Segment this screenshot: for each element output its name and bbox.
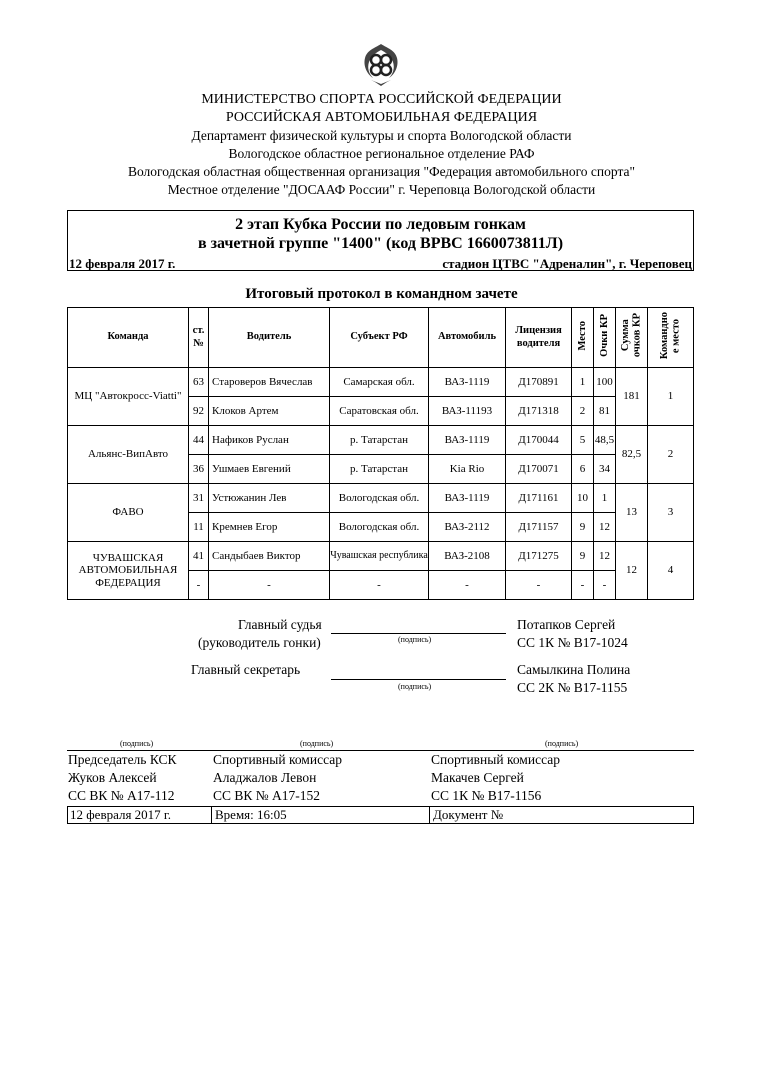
start-number: 11 <box>189 513 209 542</box>
header-number <box>189 308 209 368</box>
header-place <box>572 308 594 368</box>
place: 1 <box>572 368 594 397</box>
team-place: 1 <box>648 368 694 426</box>
region: Вологодская обл. <box>330 484 429 513</box>
car: ВАЗ-2108 <box>429 542 506 571</box>
points: - <box>594 571 616 600</box>
place: 9 <box>572 542 594 571</box>
chief-secretary-label: Главный секретарь <box>191 662 301 677</box>
event-title: 2 этап Кубка России по ледовым гонкам <box>235 216 526 233</box>
header-driver: Водитель <box>209 308 330 368</box>
commissar2-name: Макачев Сергей <box>431 770 524 785</box>
commissar1-role: Спортивный комиссар <box>213 752 342 767</box>
chief-judge-label: Главный судья <box>238 617 322 632</box>
chief-judge-signature-line <box>331 633 506 634</box>
regional-branch-title: Вологодское областное региональное отделение РАФ <box>228 146 535 161</box>
driver-name: - <box>209 571 330 600</box>
car: ВАЗ-11193 <box>429 397 506 426</box>
header-points-text: Очки КР <box>598 314 610 357</box>
document-footer <box>67 806 694 824</box>
raf-emblem-icon <box>357 40 405 88</box>
ksk-chair-license: СС ВК № А17-112 <box>68 788 175 803</box>
sum-points: 13 <box>616 484 648 542</box>
region: - <box>330 571 429 600</box>
points: 12 <box>594 513 616 542</box>
footer-date: 12 февраля 2017 г. <box>70 807 172 822</box>
points: 12 <box>594 542 616 571</box>
car: ВАЗ-1119 <box>429 368 506 397</box>
license: - <box>506 571 572 600</box>
ksk-chair-signature-caption: (подпись) <box>120 739 154 748</box>
regional-organization-title: Вологодская областная общественная организация "Федерация автомобильного спорта" <box>127 164 636 179</box>
license: Д171157 <box>506 513 572 542</box>
ministry-title: МИНИСТЕРСТВО СПОРТА РОССИЙСКОЙ ФЕДЕРАЦИИ <box>201 92 562 107</box>
points: 34 <box>594 455 616 484</box>
footer-document-number: Документ № <box>433 807 504 822</box>
local-branch-title: Местное отделение "ДОСААФ России" г. Череповца Вологодской области <box>167 182 596 197</box>
start-number: 63 <box>189 368 209 397</box>
commissar1-license: СС ВК № А17-152 <box>213 788 321 803</box>
license: Д171161 <box>506 484 572 513</box>
header-sum-line1: Сумма <box>619 319 631 352</box>
header-license-line2: водителя <box>516 337 561 349</box>
sum-points: 12 <box>616 542 648 600</box>
header-region: Субъект РФ <box>330 308 429 368</box>
region: Вологодская обл. <box>330 513 429 542</box>
bottom-signatures-line <box>67 750 694 751</box>
place: 5 <box>572 426 594 455</box>
sum-points: 181 <box>616 368 648 426</box>
chief-secretary-signature-line <box>331 679 506 680</box>
table-row <box>68 542 694 571</box>
car: Kia Rio <box>429 455 506 484</box>
team-place: 4 <box>648 542 694 600</box>
footer-divider <box>211 807 212 823</box>
header-license-line1: Лицензия <box>515 325 562 337</box>
table-row <box>68 484 694 513</box>
driver-name: Кремнев Егор <box>209 513 330 542</box>
header-team: Команда <box>68 308 189 368</box>
event-subtitle: в зачетной группе "1400" (код ВРВС 1660073811Л) <box>197 235 564 252</box>
commissar1-signature-caption: (подпись) <box>300 739 334 748</box>
region: Чувашская республика <box>330 542 429 571</box>
header-points <box>594 308 616 368</box>
department-title: Департамент физической культуры и спорта Вологодской области <box>191 128 572 143</box>
team-name: ЧУВАШСКАЯ АВТОМОБИЛЬНАЯ ФЕДЕРАЦИЯ <box>68 542 189 600</box>
team-name: Альянс-ВипАвто <box>68 426 189 484</box>
license: Д170044 <box>506 426 572 455</box>
ksk-chair-role: Председатель КСК <box>68 752 177 767</box>
header-number-line1: ст. <box>192 325 205 337</box>
header-license <box>506 308 572 368</box>
team-place: 2 <box>648 426 694 484</box>
region: р. Татарстан <box>330 455 429 484</box>
driver-name: Клоков Артем <box>209 397 330 426</box>
table-row <box>68 426 694 455</box>
start-number: 44 <box>189 426 209 455</box>
car: ВАЗ-1119 <box>429 426 506 455</box>
start-number: 92 <box>189 397 209 426</box>
start-number: - <box>189 571 209 600</box>
ksk-chair-name: Жуков Алексей <box>68 770 157 785</box>
place: 9 <box>572 513 594 542</box>
license: Д170071 <box>506 455 572 484</box>
license: Д171318 <box>506 397 572 426</box>
chief-judge-license: СС 1К № В17-1024 <box>517 635 628 650</box>
region: Саратовская обл. <box>330 397 429 426</box>
driver-name: Устюжанин Лев <box>209 484 330 513</box>
team-name: МЦ "Автокросс-Viatti" <box>68 368 189 426</box>
license: Д170891 <box>506 368 572 397</box>
car: ВАЗ-2112 <box>429 513 506 542</box>
protocol-title: Итоговый протокол в командном зачете <box>245 286 518 302</box>
car: - <box>429 571 506 600</box>
header-team-place-line1: Командно <box>658 311 670 360</box>
driver-name: Сандыбаев Виктор <box>209 542 330 571</box>
header-team-place-line2: е место <box>670 318 682 353</box>
commissar2-signature-caption: (подпись) <box>545 739 579 748</box>
start-number: 41 <box>189 542 209 571</box>
chief-judge-signature-caption: (подпись) <box>398 635 432 644</box>
event-venue: стадион ЦТВС "Адреналин", г. Череповец <box>442 256 692 271</box>
event-title-box <box>67 210 694 271</box>
chief-judge-sublabel: (руководитель гонки) <box>198 635 321 650</box>
team-place: 3 <box>648 484 694 542</box>
points: 1 <box>594 484 616 513</box>
team-name: ФАВО <box>68 484 189 542</box>
driver-name: Староверов Вячеслав <box>209 368 330 397</box>
federation-title: РОССИЙСКАЯ АВТОМОБИЛЬНАЯ ФЕДЕРАЦИЯ <box>225 110 538 125</box>
event-date: 12 февраля 2017 г. <box>69 256 176 271</box>
place: 6 <box>572 455 594 484</box>
license: Д171275 <box>506 542 572 571</box>
header-team-place <box>648 308 694 368</box>
region: Самарская обл. <box>330 368 429 397</box>
chief-secretary-name: Самылкина Полина <box>517 662 631 677</box>
header-number-line2: № <box>193 337 204 349</box>
header-car: Автомобиль <box>429 308 506 368</box>
footer-divider <box>429 807 430 823</box>
chief-secretary-license: СС 2К № В17-1155 <box>517 680 628 695</box>
header-place-text: Место <box>576 320 588 351</box>
region: р. Татарстан <box>330 426 429 455</box>
place: 10 <box>572 484 594 513</box>
start-number: 31 <box>189 484 209 513</box>
commissar2-role: Спортивный комиссар <box>431 752 560 767</box>
start-number: 36 <box>189 455 209 484</box>
header-sum-points <box>616 308 648 368</box>
driver-name: Ушмаев Евгений <box>209 455 330 484</box>
points: 48,5 <box>594 426 616 455</box>
commissar2-license: СС 1К № В17-1156 <box>431 788 542 803</box>
chief-judge-name: Потапков Сергей <box>517 617 616 632</box>
commissar1-name: Аладжалов Левон <box>213 770 317 785</box>
header-sum-line2: очков КР <box>631 313 643 358</box>
sum-points: 82,5 <box>616 426 648 484</box>
footer-time: Время: 16:05 <box>215 807 287 822</box>
table-header-row <box>68 308 694 368</box>
points: 100 <box>594 368 616 397</box>
car: ВАЗ-1119 <box>429 484 506 513</box>
place: 2 <box>572 397 594 426</box>
points: 81 <box>594 397 616 426</box>
team-results-table <box>67 307 694 600</box>
driver-name: Нафиков Руслан <box>209 426 330 455</box>
table-row <box>68 368 694 397</box>
place: - <box>572 571 594 600</box>
chief-secretary-signature-caption: (подпись) <box>398 682 432 691</box>
